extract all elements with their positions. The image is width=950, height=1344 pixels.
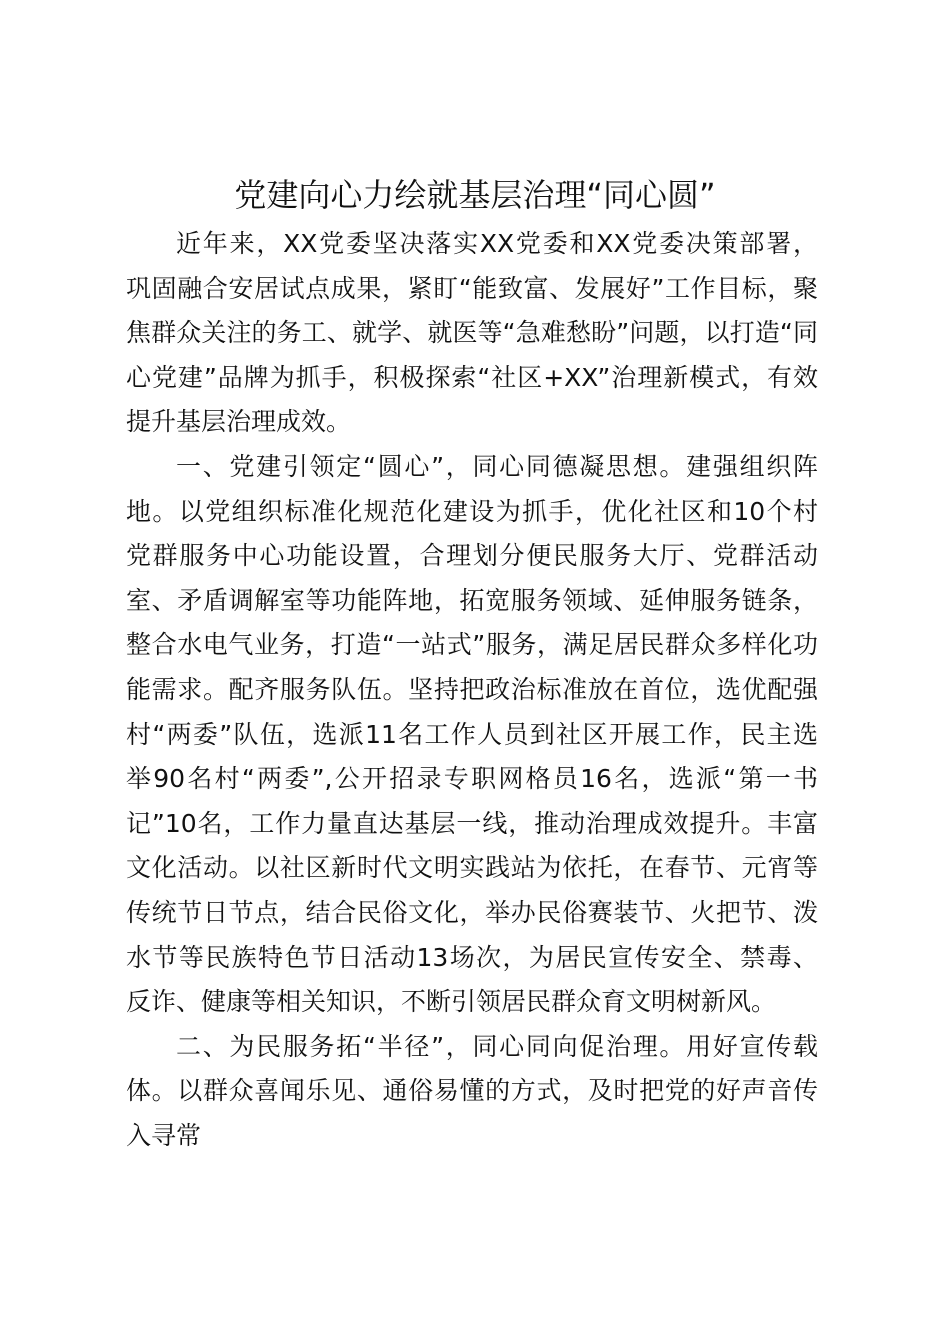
text-line: 举90名村“两委”,公开招录专职网格员16名，选派“第一书 (126, 764, 818, 794)
paragraph-section-one (126, 445, 818, 1025)
text-line: 二、为民服务拓“半径”，同心同向促治理。用好宣传载 (176, 1031, 818, 1061)
text-line: 反诈、健康等相关知识，不断引领居民群众育文明树新风。 (126, 987, 777, 1017)
text-line: 体。以群众喜闻乐见、通俗易懂的方式，及时把党的好声音传 (126, 1076, 818, 1106)
text-line: 村“两委”队伍，选派11名工作人员到社区开展工作，民主选 (126, 719, 818, 749)
text-line: 能需求。配齐服务队伍。坚持把政治标准放在首位，选优配强 (126, 674, 818, 704)
text-line: 巩固融合安居试点成果，紧盯“能致富、发展好”工作目标，聚 (126, 273, 818, 303)
text-line: 焦群众关注的务工、就学、就医等“急难愁盼”问题，以打造“同 (126, 318, 818, 348)
text-line: 整合水电气业务，打造“一站式”服务，满足居民群众多样化功 (126, 630, 818, 660)
text-line: 室、矛盾调解室等功能阵地，拓宽服务领域、延伸服务链条， (126, 585, 818, 615)
text-line: 记”10名，工作力量直达基层一线，推动治理成效提升。丰富 (126, 808, 818, 838)
text-line: 提升基层治理成效。 (126, 407, 352, 437)
paragraph-intro (126, 222, 818, 445)
text-line: 文化活动。以社区新时代文明实践站为依托，在春节、元宵等 (126, 853, 818, 883)
paragraph-section-two (126, 1025, 818, 1159)
text-line: 党群服务中心功能设置，合理划分便民服务大厅、党群活动 (126, 541, 818, 571)
document-body (126, 222, 818, 1158)
text-line: 地。以党组织标准化规范化建设为抓手，优化社区和10个村 (126, 496, 818, 526)
text-line: 心党建”品牌为抓手，积极探索“社区+XX”治理新模式，有效 (126, 362, 818, 392)
text-line: 一、党建引领定“圆心”，同心同德凝思想。建强组织阵 (176, 451, 818, 481)
text-line: 传统节日节点，结合民俗文化，举办民俗赛装节、火把节、泼 (126, 897, 818, 927)
document-title: 党建向心力绘就基层治理“同心圆” (234, 176, 716, 214)
text-line: 近年来，XX党委坚决落实XX党委和XX党委决策部署， (176, 229, 818, 258)
text-line: 水节等民族特色节日活动13场次，为居民宣传安全、禁毒、 (126, 942, 818, 972)
text-line: 入寻常 (126, 1120, 202, 1150)
